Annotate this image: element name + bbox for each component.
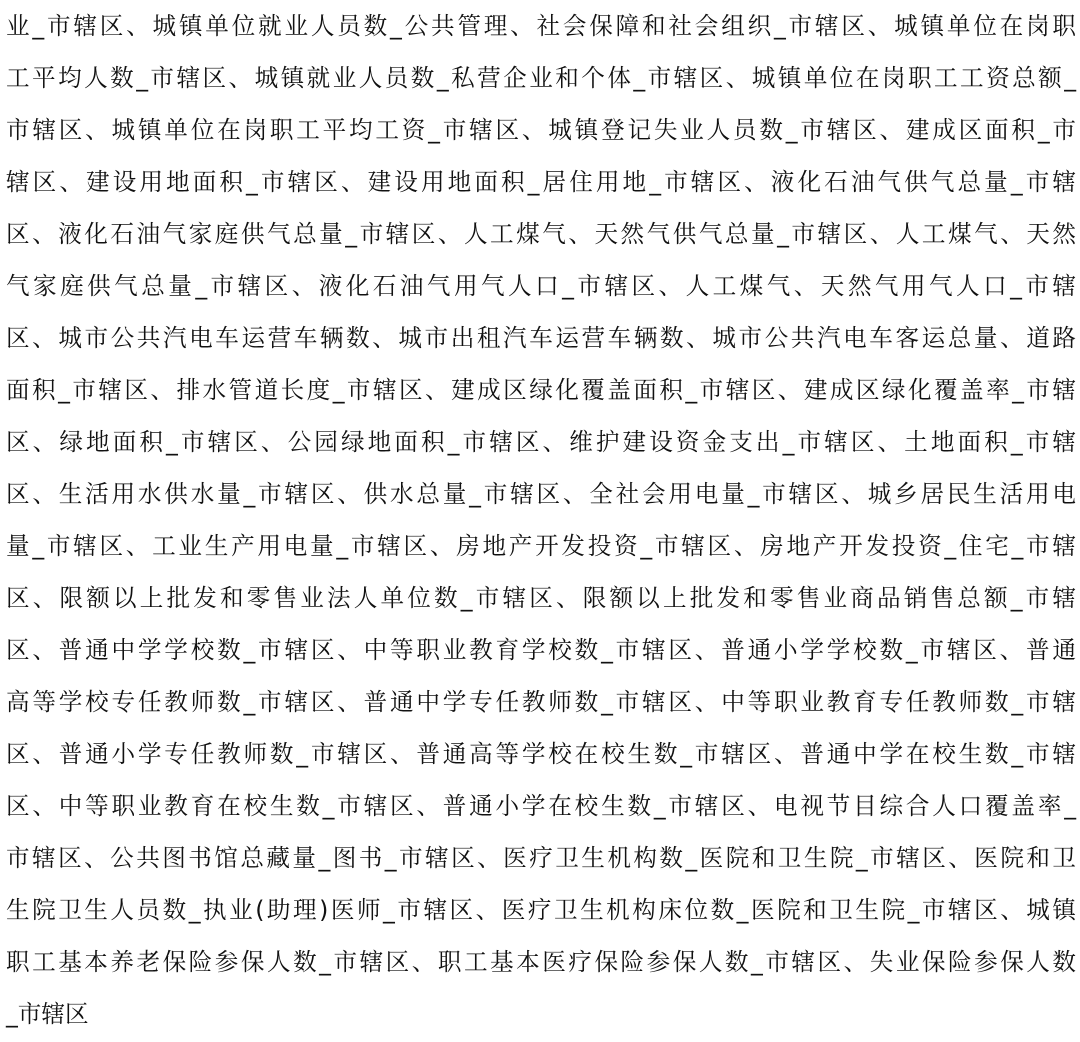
text-line: 量_市辖区、工业生产用电量_市辖区、房地产开发投资_市辖区、房地产开发投资_住宅_市辖 bbox=[6, 532, 1076, 560]
text-line: 区、城市公共汽电车运营车辆数、城市出租汽车运营车辆数、城市公共汽电车客运总量、道路 bbox=[6, 324, 1076, 352]
text-line: 区、生活用水供水量_市辖区、供水总量_市辖区、全社会用电量_市辖区、城乡居民生活用电 bbox=[6, 480, 1076, 508]
text-line: 高等学校专任教师数_市辖区、普通中学专任教师数_市辖区、中等职业教育专任教师数_市辖 bbox=[6, 688, 1076, 716]
text-line: 辖区、建设用地面积_市辖区、建设用地面积_居住用地_市辖区、液化石油气供气总量_市辖 bbox=[6, 168, 1076, 196]
text-line: 职工基本养老保险参保人数_市辖区、职工基本医疗保险参保人数_市辖区、失业保险参保人数 bbox=[6, 948, 1076, 976]
text-line: 区、限额以上批发和零售业法人单位数_市辖区、限额以上批发和零售业商品销售总额_市辖 bbox=[6, 584, 1076, 612]
text-line: 生院卫生人员数_执业(助理)医师_市辖区、医疗卫生机构床位数_医院和卫生院_市辖区、城镇 bbox=[6, 896, 1076, 924]
text-line: 市辖区、城镇单位在岗职工平均工资_市辖区、城镇登记失业人员数_市辖区、建成区面积_市 bbox=[6, 116, 1076, 144]
text-line: 市辖区、公共图书馆总藏量_图书_市辖区、医疗卫生机构数_医院和卫生院_市辖区、医院和卫 bbox=[6, 844, 1076, 872]
text-line: 区、绿地面积_市辖区、公园绿地面积_市辖区、维护建设资金支出_市辖区、土地面积_市辖 bbox=[6, 428, 1076, 456]
text-line: 工平均人数_市辖区、城镇就业人员数_私营企业和个体_市辖区、城镇单位在岗职工工资总额_ bbox=[6, 64, 1076, 92]
text-line: 气家庭供气总量_市辖区、液化石油气用气人口_市辖区、人工煤气、天然气用气人口_市辖 bbox=[6, 272, 1076, 300]
text-line: 区、液化石油气家庭供气总量_市辖区、人工煤气、天然气供气总量_市辖区、人工煤气、天然 bbox=[6, 220, 1076, 248]
text-line: _市辖区 bbox=[6, 1000, 89, 1028]
text-line: 区、普通中学学校数_市辖区、中等职业教育学校数_市辖区、普通小学学校数_市辖区、普通 bbox=[6, 636, 1076, 664]
text-line: 区、普通小学专任教师数_市辖区、普通高等学校在校生数_市辖区、普通中学在校生数_市辖 bbox=[6, 740, 1076, 768]
text-line: 区、中等职业教育在校生数_市辖区、普通小学在校生数_市辖区、电视节目综合人口覆盖率_ bbox=[6, 792, 1076, 820]
text-line: 面积_市辖区、排水管道长度_市辖区、建成区绿化覆盖面积_市辖区、建成区绿化覆盖率_市辖 bbox=[6, 376, 1076, 404]
text-line: 业_市辖区、城镇单位就业人员数_公共管理、社会保障和社会组织_市辖区、城镇单位在岗职 bbox=[6, 12, 1076, 40]
